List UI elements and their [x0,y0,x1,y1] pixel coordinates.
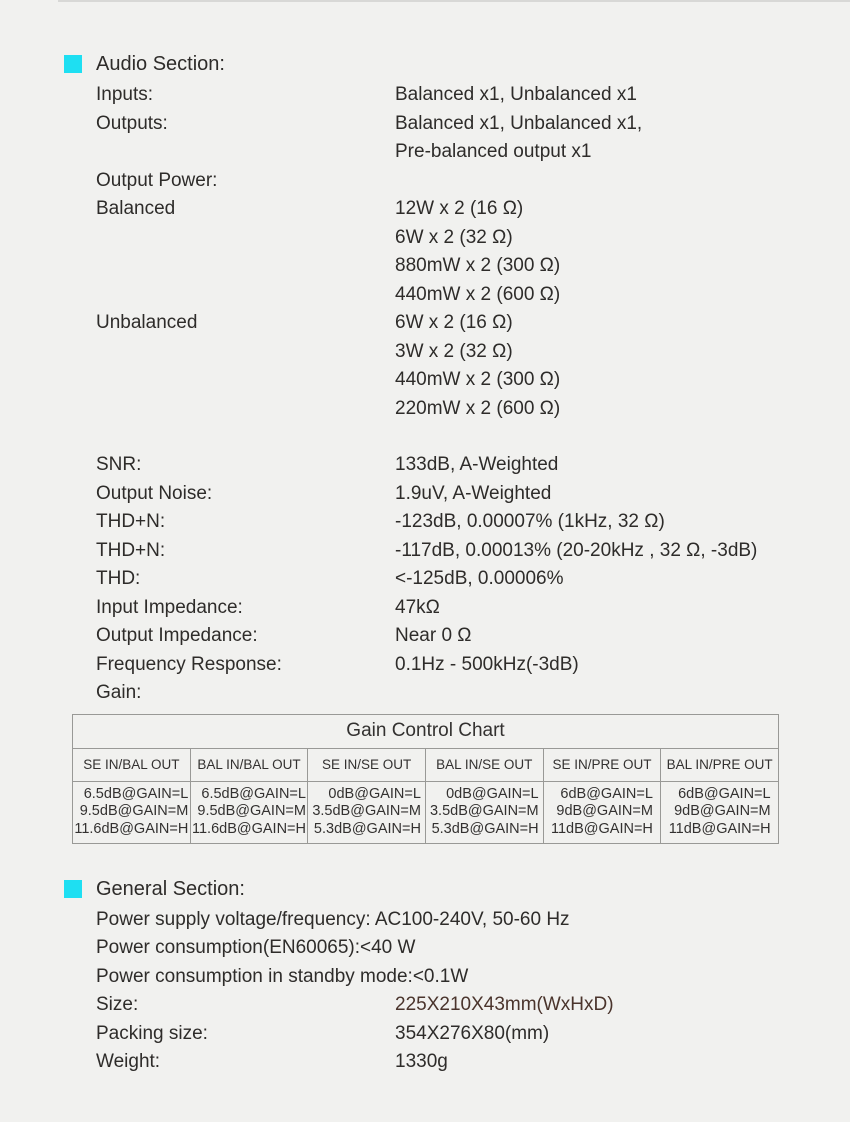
gain-table-header: SE IN/SE OUT [308,748,426,781]
gain-value: 6dB@GAIN=L [560,785,653,802]
gain-table-cell [543,781,661,843]
spec-value: <-125dB, 0.00006% [395,568,564,589]
gain-table-header: SE IN/PRE OUT [543,748,661,781]
spec-label: THD+N: [96,539,166,561]
spec-row [96,565,850,594]
spec-label: Frequency Response: [96,653,282,675]
spec-value: Balanced x1, Unbalanced x1, [395,112,643,134]
spec-label [96,281,395,310]
spec-row [96,594,850,623]
gain-value: 11.6dB@GAIN=H [191,820,306,837]
spec-row [96,1020,850,1049]
spec-label [96,138,395,167]
spec-row [96,224,850,253]
gain-table-cell [73,781,191,843]
spec-row [96,451,850,480]
gain-value: 11dB@GAIN=H [551,820,653,837]
spec-row [96,480,850,509]
general-section [64,875,850,1077]
spec-value: -123dB, 0.00007% (1kHz, 32 Ω) [395,511,665,532]
audio-section-header [64,50,850,78]
spec-label: Power consumption in standby mode:<0.1W [96,965,469,987]
gain-value: 11dB@GAIN=H [668,820,771,837]
spec-value: 1330g [395,1051,448,1072]
gain-table-header: SE IN/BAL OUT [73,748,191,781]
spec-label: Balanced [96,198,176,219]
section-title: General Section: [96,877,245,900]
gain-value: 6.5dB@GAIN=L [201,785,306,802]
gain-table-header-row [73,748,779,781]
page-top-divider [58,0,850,2]
spec-value: Pre-balanced output x1 [395,141,592,162]
spec-label [96,252,395,281]
spec-label: Power supply voltage/frequency: AC100-240V, 50-60 Hz [96,908,570,930]
spec-value: 1.9uV, A-Weighted [395,482,552,504]
spec-row [96,167,850,196]
spec-value: 440mW x 2 (600 Ω) [395,283,561,305]
gain-value: 9dB@GAIN=M [556,803,653,820]
spec-label: Power consumption(EN60065):<40 W [96,937,416,958]
gain-value: 5.3dB@GAIN=H [431,820,539,837]
gain-table-header: BAL IN/BAL OUT [190,748,308,781]
gain-table-cell [425,781,543,843]
spec-value: 220mW x 2 (600 Ω) [395,397,561,419]
spec-value: 12W x 2 (16 Ω) [395,198,524,219]
spec-row [96,195,850,224]
spec-label [96,224,395,253]
spec-row [96,963,850,992]
gain-value: 5.3dB@GAIN=H [313,820,421,837]
spec-value: 0.1Hz - 500kHz(-3dB) [395,653,579,675]
gain-value: 9dB@GAIN=M [674,803,771,820]
spec-row [96,622,850,651]
spec-value: 6W x 2 (32 Ω) [395,226,513,248]
spec-label [96,338,395,367]
spec-label: Input Impedance: [96,596,243,618]
spec-value: Balanced x1, Unbalanced x1 [395,84,637,105]
gain-value: 9.5dB@GAIN=M [79,803,189,820]
spec-row [96,934,850,963]
spec-label: THD+N: [96,511,166,532]
spec-value: 133dB, A-Weighted [395,454,559,475]
gain-table-data-row [73,781,779,843]
section-title: Audio Section: [96,53,225,75]
spec-label: Size: [96,994,139,1015]
spec-value: 47kΩ [395,596,440,618]
spec-row [96,991,850,1020]
spec-row [96,110,850,139]
spec-row [96,537,850,566]
spec-label: THD: [96,568,141,589]
spec-label: SNR: [96,454,142,475]
spec-value: 880mW x 2 (300 Ω) [395,255,561,276]
spec-label: Outputs: [96,112,168,134]
spec-label [96,366,395,395]
spec-row [96,1048,850,1077]
spec-label: Inputs: [96,84,154,105]
general-spec-rows [96,906,850,1077]
section-marker-icon [64,880,82,898]
spec-value-size: 225X210X43mm(WxHxD) [395,994,614,1015]
gain-table-header: BAL IN/PRE OUT [661,748,779,781]
spec-value: -117dB, 0.00013% (20-20kHz , 32 Ω, -3dB) [395,539,758,561]
gain-table-header: BAL IN/SE OUT [425,748,543,781]
spec-label [96,395,395,424]
audio-spec-rows [96,81,850,708]
gain-table-cell [661,781,779,843]
spec-row [96,679,850,708]
gain-value: 6dB@GAIN=L [678,785,771,802]
spec-label: Weight: [96,1051,161,1072]
spec-label: Output Power: [96,169,218,191]
spec-row [96,281,850,310]
general-section-header [64,875,850,903]
gain-value: 3.5dB@GAIN=M [429,803,539,820]
spec-row [96,906,850,935]
gain-control-table [72,714,779,844]
section-marker-icon [64,55,82,73]
gain-value: 6.5dB@GAIN=L [83,785,189,802]
gain-table-title: Gain Control Chart [73,714,779,748]
gain-value: 3.5dB@GAIN=M [312,803,421,820]
gain-value: 0dB@GAIN=L [328,785,421,802]
spec-row [96,366,850,395]
spec-label: Output Noise: [96,482,213,504]
spec-row [96,508,850,537]
spec-label: Output Impedance: [96,625,258,646]
gain-value: 9.5dB@GAIN=M [197,803,306,820]
gain-table-cell [190,781,308,843]
spec-value: Near 0 Ω [395,625,472,646]
spec-label: Packing size: [96,1022,208,1044]
spec-row [96,338,850,367]
spec-value: 3W x 2 (32 Ω) [395,340,513,362]
gain-value: 0dB@GAIN=L [446,785,539,802]
spec-label: Unbalanced [96,312,198,333]
gain-value: 11.6dB@GAIN=H [74,820,189,837]
spec-value: 354X276X80(mm) [395,1022,550,1044]
spec-label: Gain: [96,682,142,703]
gain-table-cell [308,781,426,843]
spec-row [96,309,850,338]
spec-row [96,651,850,680]
spec-row [96,395,850,424]
spec-value: 440mW x 2 (300 Ω) [395,369,561,390]
spec-value: 6W x 2 (16 Ω) [395,312,513,333]
spec-row [96,138,850,167]
spec-row [96,252,850,281]
spec-row [96,81,850,110]
